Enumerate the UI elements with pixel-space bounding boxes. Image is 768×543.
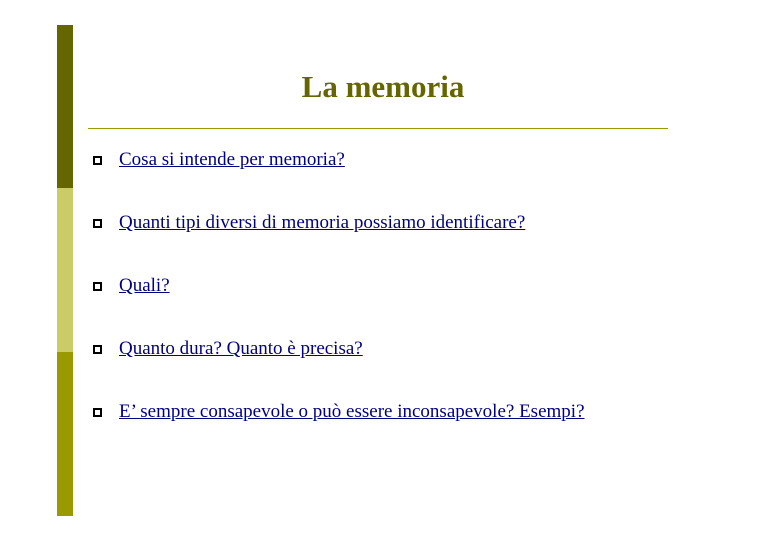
square-bullet-icon: [93, 408, 102, 417]
decorative-bar-middle: [57, 188, 73, 352]
bullet-link[interactable]: E’ sempre consapevole o può essere inconsapevole? Esempi?: [119, 401, 585, 422]
bullet-link[interactable]: Quanti tipi diversi di memoria possiamo identificare?: [119, 212, 526, 233]
square-bullet-icon: [93, 156, 102, 165]
bullet-item: [93, 398, 585, 461]
bullet-item: [93, 272, 585, 335]
bullet-item: [93, 146, 585, 209]
decorative-bar-bottom: [57, 352, 73, 516]
bullet-link[interactable]: Quali?: [119, 275, 170, 296]
bullet-item: [93, 209, 585, 272]
bullet-list: [93, 146, 585, 461]
title-divider: [88, 128, 668, 129]
square-bullet-icon: [93, 219, 102, 228]
square-bullet-icon: [93, 282, 102, 291]
bullet-item: [93, 335, 585, 398]
slide-title: La memoria: [301, 69, 465, 104]
bullet-link[interactable]: Cosa si intende per memoria?: [119, 149, 345, 170]
bullet-link[interactable]: Quanto dura? Quanto è precisa?: [119, 338, 363, 359]
square-bullet-icon: [93, 345, 102, 354]
decorative-bar-top: [57, 25, 73, 188]
